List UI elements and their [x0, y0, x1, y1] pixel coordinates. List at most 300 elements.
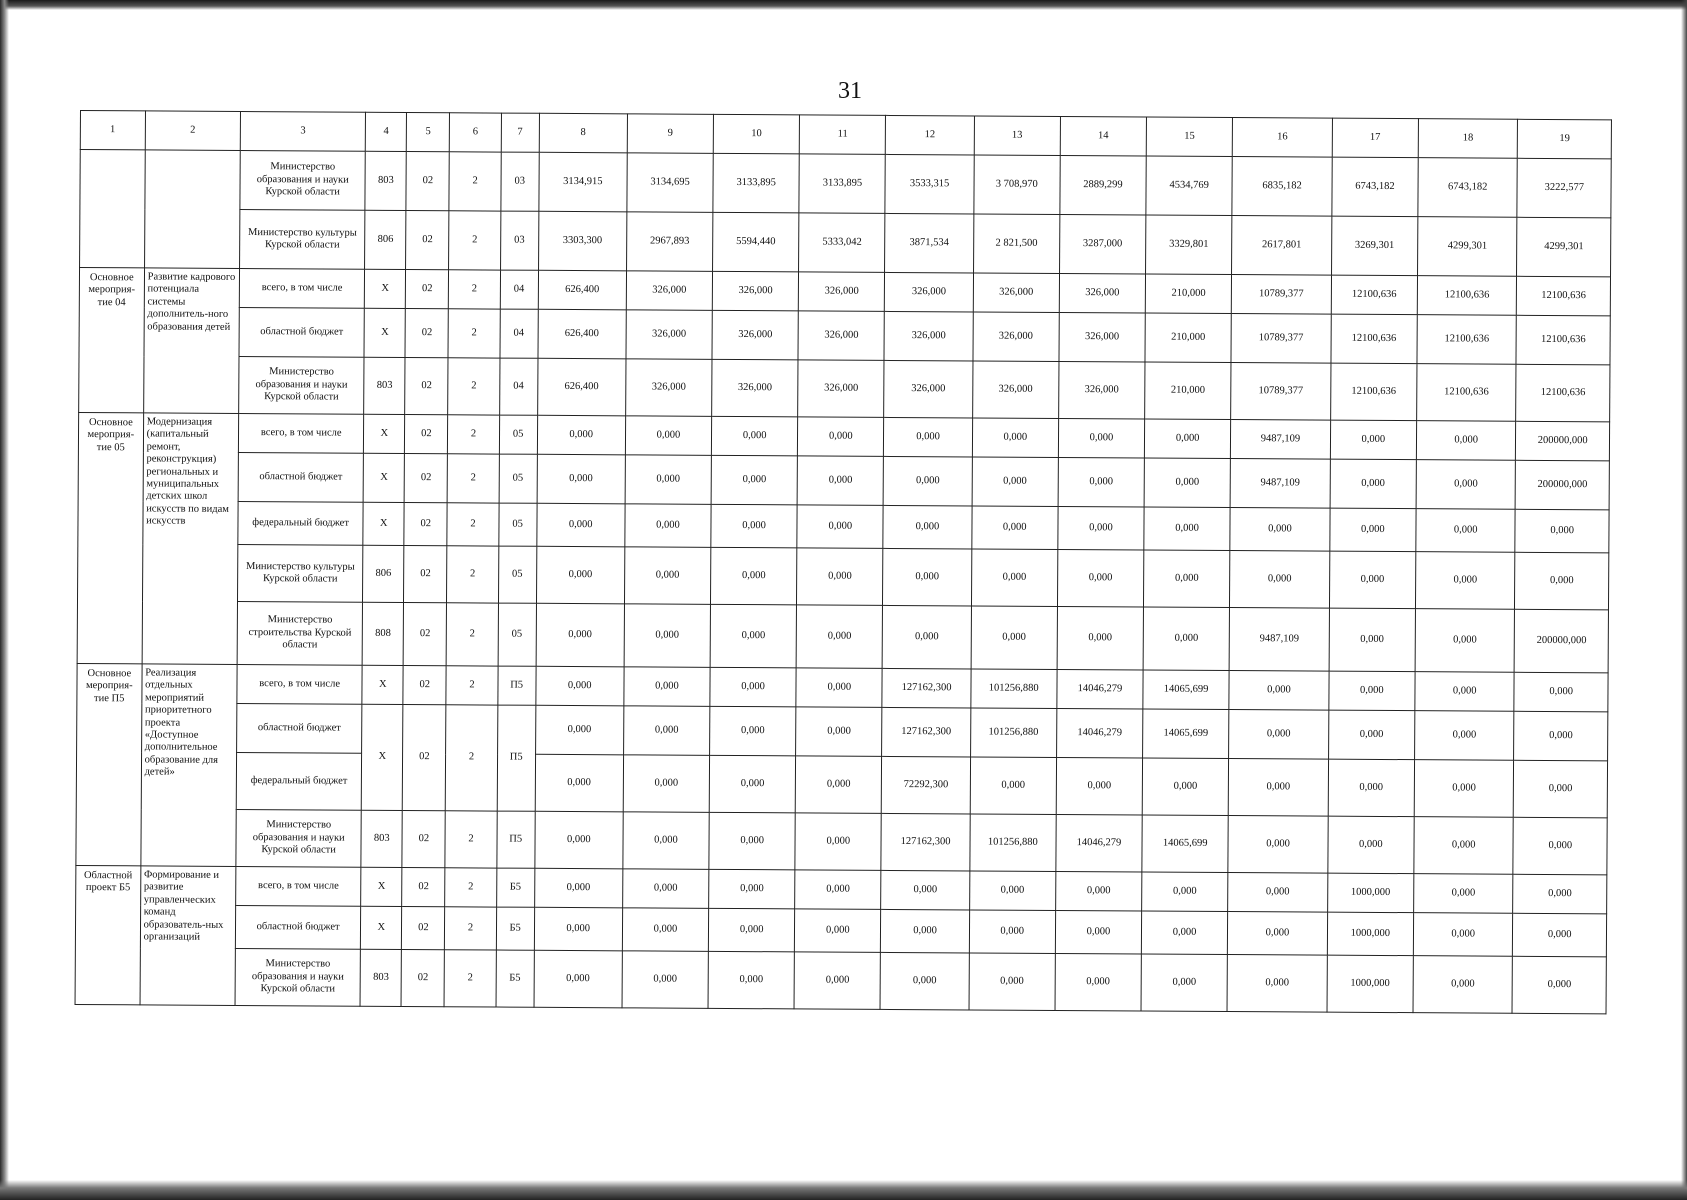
value-cell: 210,000 [1145, 362, 1232, 420]
code-cell: 806 [363, 545, 404, 602]
value-cell: 0,000 [536, 503, 624, 547]
code-cell: 02 [402, 867, 445, 906]
value-cell: 0,000 [1141, 911, 1227, 955]
value-cell: 0,000 [794, 952, 881, 1010]
value-cell: 0,000 [535, 811, 624, 869]
value-cell: 3 708,970 [974, 155, 1061, 215]
code-cell: 2 [447, 546, 499, 603]
value-cell: 0,000 [709, 755, 796, 813]
value-cell: 4299,301 [1517, 217, 1611, 277]
code-cell: 04 [500, 309, 538, 358]
value-cell: 626,400 [538, 309, 627, 359]
value-cell: 0,000 [1228, 759, 1328, 817]
code-cell: 2 [444, 950, 496, 1007]
source-cell: Министерство образования и науки Курской области [240, 150, 366, 210]
code-cell: Х [365, 269, 406, 308]
value-cell: 0,000 [623, 706, 709, 756]
value-cell: 0,000 [709, 869, 795, 909]
activity-code-cell: Основное мероприя-тие П5 [76, 663, 142, 865]
code-cell: 2 [448, 415, 500, 454]
value-cell: 10789,377 [1231, 275, 1331, 315]
source-cell: всего, в том числе [238, 413, 363, 453]
value-cell: 6743,182 [1332, 157, 1419, 217]
value-cell: 2 821,500 [973, 214, 1060, 274]
value-cell: 0,000 [1414, 711, 1514, 761]
code-cell: Б5 [496, 907, 534, 950]
value-cell: 5594,440 [713, 212, 800, 272]
page-number: 31 [838, 78, 862, 104]
budget-table-sheet [75, 110, 1612, 1014]
value-cell: 0,000 [971, 549, 1058, 607]
value-cell: 0,000 [622, 908, 708, 952]
value-cell: 4534,769 [1146, 156, 1233, 216]
value-cell: 0,000 [1328, 710, 1414, 760]
value-cell: 326,000 [884, 311, 973, 361]
value-cell: 1000,000 [1327, 912, 1413, 956]
value-cell: 0,000 [1513, 913, 1607, 957]
value-cell: 127162,300 [882, 707, 971, 757]
value-cell: 12100,636 [1417, 315, 1517, 365]
code-cell: 03 [501, 152, 539, 211]
activity-code-cell: Основное мероприя-тие 04 [79, 268, 145, 413]
value-cell: 14046,279 [1057, 669, 1143, 709]
code-cell: 2 [445, 811, 497, 868]
value-cell: 0,000 [796, 707, 882, 757]
value-cell: 0,000 [1055, 910, 1141, 954]
activity-name-cell: Реализация отдельных мероприятий приоритетного проекта «Доступное дополнительное образование для детей» [141, 664, 238, 867]
source-cell: Министерство образования и науки Курской области [239, 356, 365, 414]
code-cell: 803 [361, 810, 402, 867]
value-cell: 3329,801 [1146, 215, 1233, 275]
table-row [77, 600, 1608, 672]
value-cell: 0,000 [881, 909, 969, 953]
value-cell: 101256,880 [970, 708, 1056, 758]
source-cell: Министерство строительства Курской области [237, 601, 363, 665]
value-cell: 210,000 [1145, 274, 1231, 314]
value-cell: 326,000 [712, 271, 798, 311]
col-header: 13 [974, 116, 1060, 156]
value-cell: 0,000 [1328, 759, 1415, 817]
code-cell: Х [361, 867, 402, 906]
value-cell: 2617,801 [1232, 216, 1332, 276]
value-cell: 0,000 [535, 705, 624, 755]
code-cell: 02 [406, 151, 449, 210]
activity-name-cell: Формирование и развитие управленческих команд образователь-ных организаций [140, 866, 236, 1006]
code-cell: 02 [403, 704, 447, 810]
value-cell: 326,000 [798, 360, 885, 418]
value-cell: 3133,895 [713, 153, 800, 213]
value-cell: 0,000 [534, 868, 622, 908]
value-cell: 0,000 [798, 417, 884, 457]
value-cell: 0,000 [623, 755, 710, 813]
code-cell: 02 [402, 810, 445, 867]
value-cell: 0,000 [534, 950, 623, 1008]
empty-cell [144, 150, 240, 269]
value-cell: 0,000 [708, 951, 795, 1009]
source-cell: федеральный бюджет [238, 501, 363, 545]
scan-shadow-right [1681, 0, 1687, 1200]
code-cell: Х [364, 414, 405, 453]
code-cell: 02 [403, 665, 446, 704]
value-cell: 127162,300 [881, 813, 970, 871]
code-cell: 2 [449, 270, 501, 309]
col-header: 1 [80, 111, 145, 150]
value-cell: 326,000 [798, 311, 884, 361]
value-cell: 0,000 [1515, 509, 1609, 553]
code-cell: 05 [499, 454, 537, 503]
value-cell: 12100,636 [1516, 315, 1610, 365]
value-cell: 6743,182 [1418, 158, 1518, 218]
value-cell: 0,000 [1512, 956, 1606, 1014]
source-cell: Министерство образования и науки Курской области [236, 809, 362, 867]
value-cell: 0,000 [622, 951, 709, 1009]
code-cell: П5 [498, 666, 536, 705]
value-cell: 0,000 [711, 416, 797, 456]
code-cell: 02 [406, 269, 449, 308]
value-cell: 0,000 [1141, 954, 1228, 1012]
code-cell: 2 [445, 868, 497, 907]
value-cell: 14065,699 [1142, 815, 1229, 873]
value-cell: 12100,636 [1417, 276, 1517, 316]
value-cell: 0,000 [536, 603, 625, 667]
value-cell: 326,000 [973, 312, 1059, 362]
value-cell: 0,000 [622, 869, 708, 909]
value-cell: 0,000 [1058, 418, 1144, 458]
value-cell: 0,000 [1415, 672, 1515, 712]
value-cell: 5333,042 [799, 213, 886, 273]
code-cell: 806 [365, 210, 406, 269]
col-header: 15 [1146, 117, 1232, 157]
code-cell: 2 [448, 309, 500, 358]
table-row [76, 808, 1607, 874]
code-cell: 02 [404, 545, 447, 602]
value-cell: 2889,299 [1060, 155, 1147, 215]
value-cell: 0,000 [710, 667, 796, 707]
activity-name-cell: Модернизация (капитальный ремонт, реконструкция) региональных и муниципальных детских школ искусств по видам искусств [142, 413, 239, 665]
value-cell: 0,000 [883, 505, 971, 549]
source-cell: Министерство культуры Курской области [238, 544, 364, 602]
value-cell: 326,000 [712, 310, 798, 360]
value-cell: 3134,695 [627, 153, 714, 213]
value-cell: 326,000 [885, 272, 973, 312]
value-cell: 326,000 [799, 272, 885, 312]
value-cell: 326,000 [626, 359, 713, 417]
source-cell: областной бюджет [237, 703, 362, 753]
col-header: 6 [450, 113, 502, 152]
value-cell: 0,000 [710, 706, 796, 756]
value-cell: 12100,636 [1417, 364, 1517, 422]
value-cell: 0,000 [1144, 458, 1230, 508]
code-cell: П5 [497, 705, 536, 811]
value-cell: 0,000 [1514, 711, 1608, 761]
value-cell: 0,000 [1055, 871, 1141, 911]
value-cell: 101256,880 [970, 814, 1057, 872]
value-cell: 0,000 [1515, 552, 1609, 610]
value-cell: 12100,636 [1517, 276, 1611, 316]
col-header: 2 [145, 111, 241, 151]
value-cell: 626,400 [538, 270, 626, 310]
value-cell: 0,000 [1057, 606, 1144, 670]
code-cell: Х [362, 665, 403, 704]
value-cell: 3871,534 [885, 213, 974, 273]
code-cell: 02 [403, 602, 446, 665]
value-cell: 9487,109 [1230, 459, 1330, 509]
code-cell: 2 [448, 358, 500, 415]
code-cell: 2 [446, 603, 498, 666]
value-cell: 326,000 [973, 273, 1059, 313]
activity-code-cell: Областной проект Б5 [75, 865, 140, 1004]
code-cell: 05 [499, 415, 537, 454]
code-cell: 05 [499, 503, 537, 546]
value-cell: 14065,699 [1143, 670, 1229, 710]
value-cell: 0,000 [969, 953, 1056, 1011]
value-cell: 0,000 [1329, 608, 1416, 672]
value-cell: 0,000 [1415, 552, 1515, 610]
value-cell: 14046,279 [1056, 708, 1142, 758]
value-cell: 0,000 [881, 870, 969, 910]
code-cell: 2 [446, 666, 498, 705]
value-cell: 3133,895 [799, 154, 886, 214]
activity-name-cell: Развитие кадрового потенциала системы дополнитель-ного образования детей [143, 268, 239, 414]
value-cell: 326,000 [626, 271, 712, 311]
table-row [80, 209, 1611, 277]
value-cell: 4299,301 [1417, 217, 1517, 277]
value-cell: 0,000 [1330, 508, 1416, 552]
value-cell: 9487,109 [1231, 420, 1331, 460]
value-cell: 3303,300 [538, 211, 627, 271]
value-cell: 0,000 [1229, 671, 1329, 711]
value-cell: 1000,000 [1327, 873, 1413, 913]
value-cell: 326,000 [1058, 361, 1145, 419]
code-cell: Б5 [496, 950, 534, 1007]
value-cell: 0,000 [711, 547, 798, 605]
value-cell: 0,000 [1414, 874, 1514, 914]
value-cell: 200000,000 [1516, 421, 1610, 461]
code-cell: 05 [498, 546, 536, 603]
value-cell: 14046,279 [1056, 814, 1143, 872]
value-cell: 0,000 [971, 606, 1058, 670]
code-cell: Х [363, 453, 404, 502]
value-cell: 0,000 [970, 757, 1057, 815]
value-cell: 0,000 [969, 871, 1055, 911]
col-header: 12 [886, 115, 974, 155]
value-cell: 200000,000 [1516, 460, 1610, 510]
table-row [79, 355, 1610, 421]
value-cell: 0,000 [884, 456, 973, 506]
budget-table [75, 110, 1612, 1014]
value-cell: 0,000 [625, 455, 711, 505]
table-row [80, 150, 1611, 218]
col-header: 4 [366, 112, 407, 151]
code-cell: 808 [362, 602, 403, 665]
code-cell: 2 [446, 705, 498, 811]
value-cell: 3269,301 [1331, 216, 1418, 276]
code-cell: 05 [498, 603, 536, 666]
value-cell: 10789,377 [1231, 314, 1331, 364]
value-cell: 0,000 [1329, 551, 1416, 609]
value-cell: 0,000 [534, 907, 622, 951]
value-cell: 127162,300 [882, 668, 970, 708]
code-cell: 2 [445, 907, 497, 950]
code-cell: П5 [497, 811, 535, 868]
value-cell: 0,000 [1143, 607, 1230, 671]
value-cell: 0,000 [972, 457, 1058, 507]
value-cell: 0,000 [1415, 609, 1515, 673]
value-cell: 0,000 [796, 668, 882, 708]
value-cell: 0,000 [972, 418, 1058, 458]
value-cell: 101256,880 [971, 669, 1057, 709]
code-cell: 02 [402, 906, 445, 949]
value-cell: 0,000 [969, 910, 1055, 954]
value-cell: 12100,636 [1331, 275, 1417, 315]
source-cell: всего, в том числе [237, 664, 362, 704]
value-cell: 326,000 [884, 360, 973, 418]
col-header: 16 [1232, 118, 1332, 158]
empty-cell [80, 150, 145, 268]
value-cell: 0,000 [971, 506, 1057, 550]
code-cell: 04 [500, 270, 538, 309]
col-header: 11 [799, 115, 885, 155]
value-cell: 6835,182 [1232, 157, 1332, 217]
value-cell: 0,000 [1058, 506, 1144, 550]
value-cell: 0,000 [1514, 760, 1608, 818]
value-cell: 326,000 [1059, 312, 1145, 362]
value-cell: 0,000 [1142, 758, 1229, 816]
value-cell: 0,000 [1413, 956, 1513, 1014]
source-cell: областной бюджет [239, 307, 364, 357]
value-cell: 10789,377 [1231, 363, 1331, 421]
value-cell: 0,000 [1330, 459, 1416, 509]
value-cell: 12100,636 [1331, 314, 1417, 364]
col-header: 7 [501, 113, 539, 152]
value-cell: 0,000 [535, 666, 623, 706]
code-cell: 02 [406, 210, 449, 269]
value-cell: 0,000 [796, 605, 883, 669]
value-cell: 3533,315 [885, 154, 974, 214]
value-cell: 0,000 [1056, 757, 1143, 815]
value-cell: 0,000 [709, 812, 796, 870]
value-cell: 72292,300 [882, 756, 971, 814]
table-row [76, 751, 1607, 817]
value-cell: 0,000 [1057, 549, 1144, 607]
code-cell: Х [361, 704, 403, 810]
value-cell: 326,000 [712, 359, 799, 417]
col-header: 3 [240, 111, 365, 151]
value-cell: 326,000 [972, 361, 1059, 419]
value-cell: 0,000 [708, 908, 794, 952]
source-cell: федеральный бюджет [236, 752, 362, 810]
value-cell: 0,000 [624, 667, 710, 707]
value-cell: 626,400 [537, 358, 626, 416]
value-cell: 12100,636 [1330, 363, 1417, 421]
code-cell: 02 [401, 949, 444, 1006]
code-cell: 2 [449, 211, 501, 270]
value-cell: 0,000 [1144, 550, 1231, 608]
col-header: 14 [1060, 116, 1146, 156]
col-header: 9 [627, 114, 713, 154]
value-cell: 0,000 [1227, 955, 1327, 1013]
value-cell: 0,000 [1416, 460, 1516, 510]
code-cell: 02 [405, 308, 448, 357]
table-row [78, 543, 1609, 609]
value-cell: 0,000 [1058, 457, 1144, 507]
value-cell: 0,000 [795, 756, 882, 814]
value-cell: 1000,000 [1327, 955, 1414, 1013]
value-cell: 0,000 [1228, 873, 1328, 913]
source-cell: Министерство культуры Курской области [240, 209, 366, 269]
code-cell: 04 [499, 358, 537, 415]
code-cell: 2 [447, 454, 499, 503]
code-cell: Х [361, 906, 402, 949]
value-cell: 0,000 [1144, 419, 1230, 459]
value-cell: 0,000 [1142, 872, 1228, 912]
value-cell: 0,000 [797, 548, 884, 606]
value-cell: 0,000 [535, 754, 624, 812]
value-cell: 9487,109 [1229, 608, 1329, 672]
code-cell: 02 [405, 357, 448, 414]
value-cell: 0,000 [624, 547, 711, 605]
value-cell: 0,000 [880, 952, 969, 1010]
value-cell: 0,000 [1144, 507, 1230, 551]
source-cell: областной бюджет [238, 452, 363, 502]
scan-shadow-left [0, 0, 9, 1200]
value-cell: 0,000 [625, 504, 711, 548]
value-cell: 3287,000 [1059, 214, 1146, 274]
code-cell: 02 [404, 502, 447, 545]
source-cell: Министерство образования и науки Курской области [235, 948, 361, 1006]
code-cell: 03 [500, 211, 538, 270]
col-header: 10 [713, 114, 799, 154]
value-cell: 0,000 [1513, 817, 1607, 875]
value-cell: 326,000 [1059, 273, 1145, 313]
value-cell: 0,000 [1330, 420, 1416, 460]
value-cell: 0,000 [884, 417, 972, 457]
value-cell: 0,000 [1055, 953, 1142, 1011]
source-cell: всего, в том числе [239, 268, 364, 308]
value-cell: 0,000 [883, 605, 972, 669]
value-cell: 0,000 [625, 416, 711, 456]
scan-shadow-bottom [0, 1180, 1687, 1200]
value-cell: 0,000 [1414, 817, 1514, 875]
value-cell: 3222,577 [1517, 158, 1611, 218]
value-cell: 0,000 [624, 604, 711, 668]
value-cell: 0,000 [795, 813, 882, 871]
value-cell: 0,000 [1230, 508, 1330, 552]
value-cell: 0,000 [795, 870, 881, 910]
col-header: 18 [1418, 119, 1518, 159]
value-cell: 0,000 [1329, 671, 1415, 711]
value-cell: 0,000 [797, 505, 883, 549]
code-cell: 02 [405, 414, 448, 453]
value-cell: 0,000 [537, 454, 626, 504]
value-cell: 0,000 [1328, 816, 1415, 874]
code-cell: 803 [364, 357, 405, 414]
value-cell: 12100,636 [1516, 364, 1610, 422]
table-row [75, 947, 1606, 1013]
col-header: 19 [1518, 119, 1612, 159]
col-header: 5 [407, 112, 450, 151]
col-header: 8 [539, 113, 627, 153]
value-cell: 0,000 [1229, 710, 1329, 760]
code-cell: 2 [447, 503, 499, 546]
value-cell: 0,000 [711, 455, 797, 505]
value-cell: 0,000 [1416, 421, 1516, 461]
value-cell: 0,000 [1514, 672, 1608, 712]
code-cell: 02 [404, 453, 447, 502]
value-cell: 0,000 [537, 415, 625, 455]
col-header: 17 [1332, 118, 1418, 158]
value-cell: 3134,915 [539, 152, 628, 212]
